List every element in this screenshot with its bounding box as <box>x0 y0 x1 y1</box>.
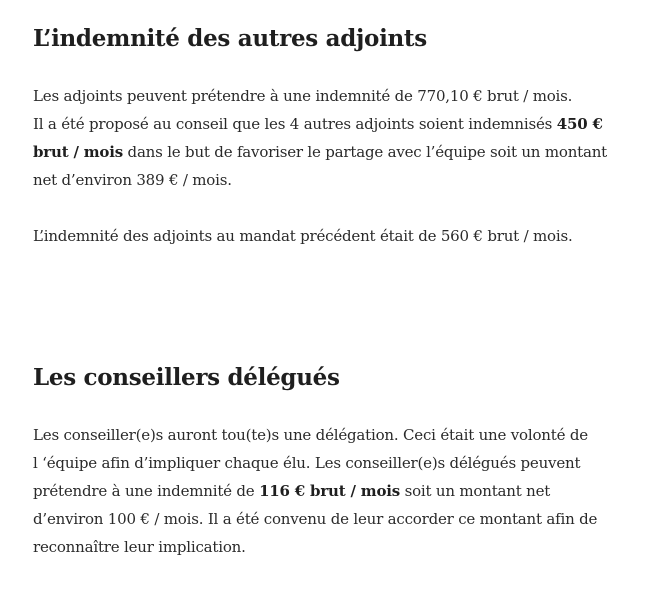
paragraph-conseillers-delegues <box>33 421 633 561</box>
text-segment: Il a été proposé au conseil que les 4 autres adjoints soient indemnisés <box>33 115 557 133</box>
text-line <box>33 421 633 449</box>
paragraph-adjoints-indemnity <box>33 82 633 194</box>
text-line <box>33 533 633 561</box>
text-segment: dans le but de favoriser le partage avec l’équipe soit un montant <box>122 143 608 161</box>
text-segment: prétendre à une indemnité de <box>33 482 260 500</box>
text-segment: l ‘équipe afin d’impliquer chaque élu. Les conseiller(e)s délégués peuvent <box>33 454 581 472</box>
text-segment: d’environ 100 € / mois. Il a été convenu de leur accorder ce montant afin de <box>33 510 598 528</box>
text-segment: net d’environ 389 € / mois. <box>33 171 232 189</box>
text-segment: reconnaître leur implication. <box>33 538 246 556</box>
text-line <box>33 138 633 166</box>
text-line <box>33 82 633 110</box>
text-segment: Les adjoints peuvent prétendre à une indemnité de 770,10 € brut / mois. <box>33 87 573 105</box>
text-line <box>33 449 633 477</box>
text-segment: Les conseiller(e)s auront tou(te)s une délégation. Ceci était une volonté de <box>33 426 588 444</box>
heading-conseillers-delegues: Les conseillers délégués <box>33 364 340 391</box>
text-line <box>33 505 633 533</box>
text-line <box>33 166 633 194</box>
bold-amount: 450 € <box>556 115 603 133</box>
paragraph-previous-mandate: L’indemnité des adjoints au mandat précédent était de 560 € brut / mois. <box>33 227 573 245</box>
text-segment: soit un montant net <box>400 482 551 500</box>
heading-adjoints-indemnity: L’indemnité des autres adjoints <box>33 25 427 52</box>
text-line <box>33 110 633 138</box>
text-line <box>33 477 633 505</box>
bold-amount: brut / mois <box>33 143 123 161</box>
bold-amount: 116 € brut / mois <box>259 482 401 500</box>
